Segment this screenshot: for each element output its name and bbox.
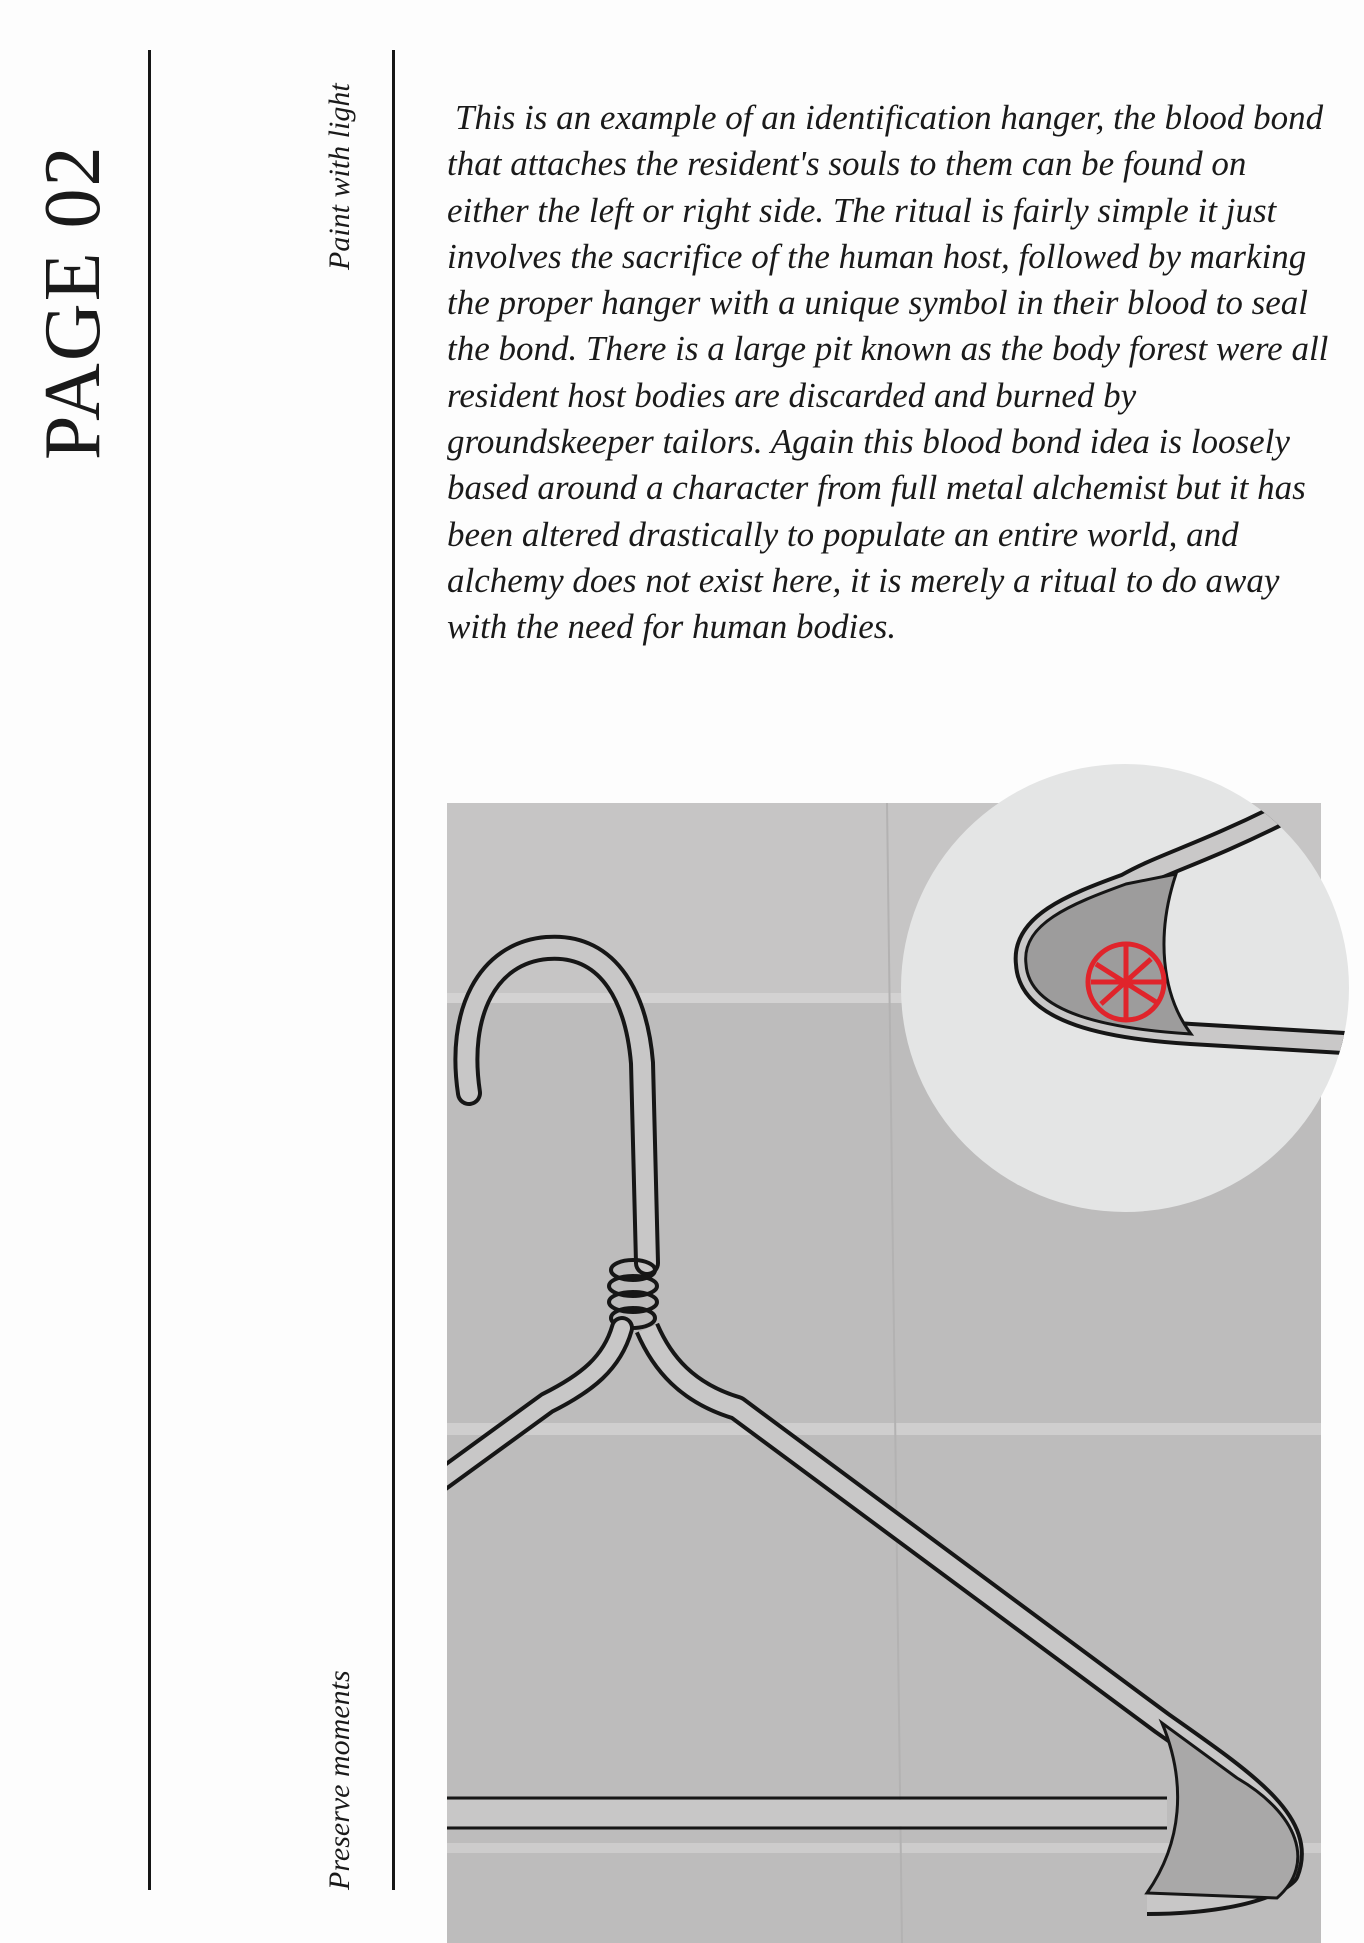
blood-bond-detail-circle	[901, 764, 1349, 1212]
blood-symbol-icon	[1088, 944, 1164, 1020]
page-number-title: PAGE 02	[29, 144, 117, 460]
blood-bond-detail-drawing	[901, 764, 1349, 1212]
body-paragraph: This is an example of an identification hanger, the blood bond that attaches the resident's souls to them can be found on either the left or right side. The ritual is fairly simple it just involves the sacrifice of the human host, followed by marking the proper hanger with a unique symbol in their blood to seal the bond. There is a large pit known as the body forest were all resident host bodies are discarded and burned by groundskeeper tailors. Again this blood bond idea is loosely based around a character from full metal alchemist but it has been altered drastically to populate an entire world, and alchemy does not exist here, it is merely a ritual to do away with the need for human bodies.	[447, 98, 1329, 647]
caption-paint-with-light: Paint with light	[323, 83, 356, 270]
vertical-rule-left	[148, 50, 151, 1890]
vertical-rule-right	[392, 50, 395, 1890]
caption-preserve-moments: Preserve moments	[323, 1670, 356, 1890]
